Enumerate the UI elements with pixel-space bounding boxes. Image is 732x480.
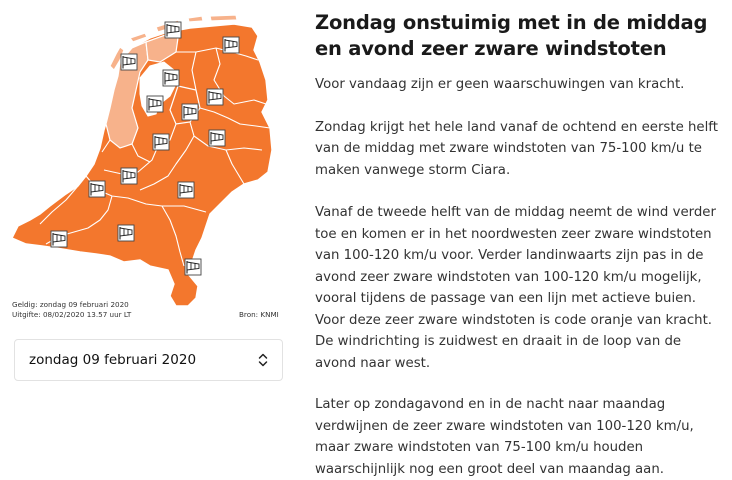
- map-source-label: Bron: KNMI: [239, 310, 279, 319]
- windsock-icon: [209, 130, 225, 146]
- windsock-icon: [147, 96, 163, 112]
- island-schiermonnikoog: [210, 15, 237, 21]
- windsock-icon: [121, 168, 137, 184]
- warning-map: [0, 0, 290, 330]
- article-paragraph: Voor vandaag zijn er geen waarschuwingen van kracht.: [315, 77, 685, 92]
- article-paragraph: Zondag krijgt het hele land vanaf de ochtend en eerste helft van de middag met zware windstoten van 75-100 km/u te maken vanwege storm Ciara.: [315, 119, 718, 178]
- windsock-icon: [153, 134, 169, 150]
- windsock-icon: [163, 70, 179, 86]
- windsock-icon: [165, 22, 181, 38]
- windsock-icon: [185, 259, 201, 275]
- date-select-value: zondag 09 februari 2020: [29, 352, 197, 368]
- windsock-icon: [89, 181, 105, 197]
- date-select[interactable]: [14, 339, 283, 381]
- windsock-icon: [182, 104, 198, 120]
- windsock-icon: [223, 37, 239, 53]
- article: [315, 10, 720, 480]
- windsock-icon: [118, 225, 134, 241]
- windsock-icon: [51, 231, 67, 247]
- chevron-up-down-icon: [256, 350, 270, 370]
- article-title: Zondag onstuimig met in de middag en avond zeer zware windstoten: [315, 11, 708, 60]
- map-issued-label: Uitgifte: 08/02/2020 13.57 uur LT: [12, 310, 132, 319]
- article-paragraph: Vanaf de tweede helft van de middag neemt de wind verder toe en komen er in het noordwesten zeer zware windstoten van 100-120 km/u voor. Verder landinwaarts zijn pas in de avond zeer zware windstoten van 100-120 km/u mogelijk, vooral tijdens de passage van een lijn met actieve buien. Voor deze zeer zware windstoten is code oranje van kracht. De windrichting is zuidwest en draait in de loop van de avond naar west.: [315, 205, 716, 371]
- article-paragraph: Later op zondagavond en in de nacht naar maandag verdwijnen de zeer zware windstoten van 100-120 km/u, maar zware windstoten van 75-100 km/u houden waarschijnlijk nog een groot deel van maandag aan.: [315, 397, 694, 477]
- windsock-icon: [178, 182, 194, 198]
- island-ameland: [188, 16, 203, 22]
- windsock-icon: [121, 54, 137, 70]
- windsock-icon: [207, 89, 223, 105]
- netherlands-map: [0, 0, 290, 330]
- map-valid-label: Geldig: zondag 09 februari 2020: [12, 300, 129, 309]
